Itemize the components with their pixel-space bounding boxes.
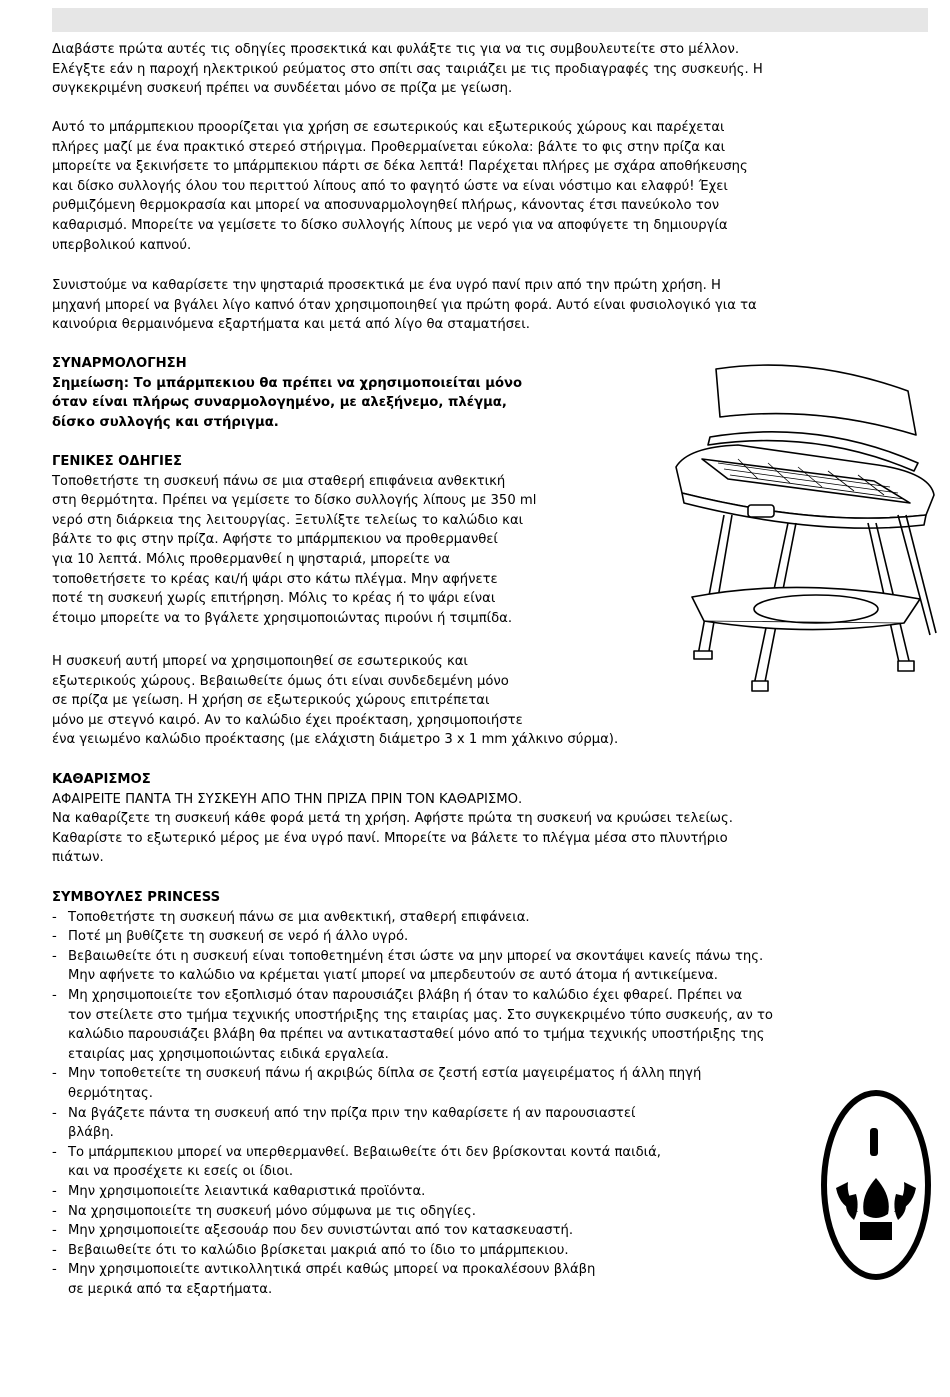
tip-item bbox=[52, 1202, 773, 1222]
tips-list bbox=[52, 908, 773, 1300]
bullet-dash: - bbox=[52, 987, 57, 1003]
text-line: Αυτό το μπάρμπεκιου προορίζεται για χρήση σε εσωτερικούς και εξωτερικούς χώρους και παρέχεται bbox=[52, 120, 725, 135]
tip-item bbox=[52, 947, 773, 986]
first-use-paragraph bbox=[52, 276, 757, 335]
indoor-outdoor-heat-symbol-icon bbox=[820, 1088, 932, 1283]
text-line: Διαβάστε πρώτα αυτές τις οδηγίες προσεκτικά και φυλάξτε τις για να τις συμβουλευτείτε στο μέλλον. bbox=[52, 42, 740, 57]
text-line: βάλτε το φις στην πρίζα. Αφήστε το μπάρμπεκιου να προθερμανθεί bbox=[52, 532, 498, 548]
tip-line: Μην χρησιμοποιείτε λειαντικά καθαριστικά προϊόντα. bbox=[68, 1183, 426, 1199]
tip-line: Βεβαιωθείτε ότι το καλώδιο βρίσκεται μακριά από το ίδιο το μπάρμπεκιου. bbox=[68, 1242, 569, 1258]
tip-line: Μην αφήνετε το καλώδιο να κρέμεται γιατί μπορεί να μπερδευτούν σε αυτό άτομα ή αντικείμενα. bbox=[68, 968, 718, 984]
bullet-dash: - bbox=[52, 1105, 57, 1121]
tip-item bbox=[52, 1064, 773, 1103]
tip-line: καλώδιο παρουσιάζει βλάβη θα πρέπει να αντικατασταθεί μόνο από το τμήμα τεχνικής υποστήριξης της bbox=[68, 1027, 765, 1043]
text-line: Τοποθετήστε τη συσκευή πάνω σε μια σταθερή επιφάνεια ανθεκτική bbox=[52, 473, 506, 489]
tip-line: Μην χρησιμοποιείτε αξεσουάρ που δεν συνιστώνται από τον κατασκευαστή. bbox=[68, 1223, 574, 1239]
section-heading: ΣΥΜΒΟΥΛΕΣ PRINCESS bbox=[52, 890, 221, 905]
bullet-dash: - bbox=[52, 929, 57, 945]
bullet-dash: - bbox=[52, 1203, 57, 1219]
tip-line: Το μπάρμπεκιου μπορεί να υπερθερμανθεί. Βεβαιωθείτε ότι δεν βρίσκονται κοντά παιδιά, bbox=[68, 1144, 661, 1160]
intro-paragraph bbox=[52, 40, 763, 99]
tip-line: Να βγάζετε πάντα τη συσκευή από την πρίζα πριν την καθαρίσετε ή αν παρουσιαστεί bbox=[68, 1105, 636, 1121]
assembly-section bbox=[52, 354, 522, 432]
tip-line: εταιρίας μας χρησιμοποιώντας ειδικά εργαλεία. bbox=[68, 1046, 389, 1062]
tip-line: και να προσέχετε κι εσείς οι ίδιοι. bbox=[68, 1164, 294, 1180]
text-line: πλήρες μαζί με ένα πρακτικό στερεό στήριγμα. Προθερμαίνεται εύκολα: βάλτε το φις στην πρίζα και bbox=[52, 139, 726, 155]
text-line: και δίσκο συλλογής όλου του περιττού λίπους από το φαγητό ώστε να είναι νόστιμο και ελαφρύ! Έχει bbox=[52, 178, 728, 194]
tip-line: Μην χρησιμοποιείτε αντικολλητικά σπρέι καθώς μπορεί να προκαλέσουν βλάβη bbox=[68, 1262, 596, 1278]
text-line: σε πρίζα με γείωση. Η χρήση σε εξωτερικούς χώρους επιτρέπεται bbox=[52, 693, 490, 709]
cleaning-section bbox=[52, 770, 733, 868]
general-section bbox=[52, 452, 536, 628]
text-line: Καθαρίστε το εξωτερικό μέρος με ένα υγρό πανί. Μπορείτε να βάλετε το πλέγμα μέσα στο πλυντήριο bbox=[52, 830, 728, 846]
tip-item bbox=[52, 1260, 773, 1299]
tip-item bbox=[52, 927, 773, 947]
tip-item bbox=[52, 1182, 773, 1202]
tip-line: Μη χρησιμοποιείτε τον εξοπλισμό όταν παρουσιάζει βλάβη ή όταν το καλώδιο έχει φθαρεί. Πρέπει να bbox=[68, 987, 743, 1003]
text-line: υπερβολικού καπνού. bbox=[52, 237, 192, 253]
text-line: συγκεκριμένη συσκευή πρέπει να συνδέεται μόνο σε πρίζα με γείωση. bbox=[52, 81, 513, 97]
section-heading: ΓΕΝΙΚΕΣ ΟΔΗΓΙΕΣ bbox=[52, 454, 182, 469]
text-line: μηχανή μπορεί να βγάλει λίγο καπνό όταν χρησιμοποιηθεί για πρώτη φορά. Αυτό είναι φυσιολογικό για τα bbox=[52, 297, 757, 313]
bullet-dash: - bbox=[52, 1262, 57, 1278]
text-line: για 10 λεπτά. Μόλις προθερμανθεί η ψησταριά, μπορείτε να bbox=[52, 551, 451, 567]
text-line: Να καθαρίζετε τη συσκευή κάθε φορά μετά τη χρήση. Αφήστε πρώτα τη συσκευή να κρυώσει τελείως. bbox=[52, 811, 733, 827]
general-usage-paragraph bbox=[52, 652, 618, 750]
text-line: ποτέ τη συσκευή χωρίς επιτήρηση. Μόλις το κρέας ή το ψάρι είναι bbox=[52, 591, 496, 607]
bullet-dash: - bbox=[52, 909, 57, 925]
bullet-dash: - bbox=[52, 1223, 57, 1239]
tip-line: Βεβαιωθείτε ότι η συσκευή είναι τοποθετημένη έτσι ώστε να μην μπορεί να σκοντάψει κανείς πάνω της. bbox=[68, 948, 764, 964]
description-paragraph bbox=[52, 118, 748, 255]
tip-line: τον στείλετε στο τμήμα τεχνικής υποστήριξης της εταιρίας μας. Στο συγκεκριμένο τύπο συσκευής, αν το bbox=[68, 1007, 773, 1023]
text-line: μόνο με στεγνό καιρό. Αν το καλώδιο έχει προέκταση, χρησιμοποιήστε bbox=[52, 712, 523, 728]
tip-line: Ποτέ μη βυθίζετε τη συσκευή σε νερό ή άλλο υγρό. bbox=[68, 929, 409, 945]
tip-line: θερμότητας. bbox=[68, 1085, 153, 1101]
text-line: καινούρια θερμαινόμενα εξαρτήματα και μετά από λίγο θα σταματήσει. bbox=[52, 317, 530, 333]
tip-item bbox=[52, 1241, 773, 1261]
text-line: Η συσκευή αυτή μπορεί να χρησιμοποιηθεί σε εσωτερικούς και bbox=[52, 654, 468, 669]
text-line: πιάτων. bbox=[52, 850, 104, 866]
text-line: μπορείτε να ξεκινήσετε το μπάρμπεκιου πάρτι σε δέκα λεπτά! Παρέχεται πλήρες με σχάρα αποθήκευσης bbox=[52, 159, 748, 175]
header-bar bbox=[52, 8, 928, 32]
tip-line: βλάβη. bbox=[68, 1125, 114, 1141]
bullet-dash: - bbox=[52, 1144, 57, 1160]
note-line: δίσκο συλλογής και στήριγμα. bbox=[52, 414, 279, 430]
note-line: όταν είναι πλήρως συναρμολογημένο, με αλεξήνεμο, πλέγμα, bbox=[52, 395, 507, 411]
text-line: έτοιμο μπορείτε να το βγάλετε χρησιμοποιώντας πιρούνι ή τσιμπίδα. bbox=[52, 610, 513, 626]
text-line: στη θερμότητα. Πρέπει να γεμίσετε το δίσκο συλλογής λίπους με 350 ml bbox=[52, 493, 537, 509]
tip-item bbox=[52, 986, 773, 1064]
bullet-dash: - bbox=[52, 1183, 57, 1199]
bullet-dash: - bbox=[52, 1066, 57, 1082]
tip-item bbox=[52, 908, 773, 928]
text-line: τοποθετήσετε το κρέας και/ή ψάρι στο κάτω πλέγμα. Μην αφήνετε bbox=[52, 571, 498, 587]
tip-line: Τοποθετήστε τη συσκευή πάνω σε μια ανθεκτική, σταθερή επιφάνεια. bbox=[68, 909, 530, 925]
tip-line: Να χρησιμοποιείτε τη συσκευή μόνο σύμφωνα με τις οδηγίες. bbox=[68, 1203, 476, 1219]
tip-item bbox=[52, 1104, 773, 1143]
text-line: Ελέγξτε εάν η παροχή ηλεκτρικού ρεύματος στο σπίτι σας ταιριάζει με τις προδιαγραφές της συσκευής. Η bbox=[52, 61, 763, 77]
text-line: ρυθμιζόμενη θερμοκρασία και μπορεί να αποσυναρμολογηθεί πλήρως, κάνοντας έτσι πανεύκολο τον bbox=[52, 198, 720, 214]
text-line: νερό στη διάρκεια της λειτουργίας. Ξετυλίξτε τελείως το καλώδιο και bbox=[52, 512, 524, 528]
tips-section bbox=[52, 888, 773, 1299]
section-heading: ΚΑΘΑΡΙΣΜΟΣ bbox=[52, 772, 151, 787]
tip-line: Μην τοποθετείτε τη συσκευή πάνω ή ακριβώς δίπλα σε ζεστή εστία μαγειρέματος ή άλλη πηγή bbox=[68, 1066, 702, 1082]
tip-item bbox=[52, 1143, 773, 1182]
tip-item bbox=[52, 1221, 773, 1241]
text-line: ένα γειωμένο καλώδιο προέκτασης (με ελάχιστη διάμετρο 3 x 1 mm χάλκινο σύρμα). bbox=[52, 732, 619, 748]
note-line: Σημείωση: Το μπάρμπεκιου θα πρέπει να χρησιμοποιείται μόνο bbox=[52, 375, 523, 391]
text-line: Συνιστούμε να καθαρίσετε την ψησταριά προσεκτικά με ένα υγρό πανί πριν από την πρώτη χρήση. Η bbox=[52, 278, 721, 293]
section-heading: ΣΥΝΑΡΜΟΛΟΓΗΣΗ bbox=[52, 356, 187, 371]
text-line: εξωτερικούς χώρους. Βεβαιωθείτε όμως ότι είναι συνδεδεμένη μόνο bbox=[52, 673, 509, 689]
bullet-dash: - bbox=[52, 1242, 57, 1258]
text-line: καθαρισμό. Μπορείτε να γεμίσετε το δίσκο συλλογής λίπους με νερό για να αποφύγετε τη δημιουργία bbox=[52, 217, 728, 233]
bullet-dash: - bbox=[52, 948, 57, 964]
barbecue-grill-stand-icon bbox=[668, 355, 938, 705]
text-line: ΑΦΑΙΡΕΙΤΕ ΠΑΝΤΑ ΤΗ ΣΥΣΚΕΥΗ ΑΠΟ ΤΗΝ ΠΡΙΖΑ ΠΡΙΝ ΤΟΝ ΚΑΘΑΡΙΣΜΟ. bbox=[52, 791, 523, 807]
tip-line: σε μερικά από τα εξαρτήματα. bbox=[68, 1281, 273, 1297]
